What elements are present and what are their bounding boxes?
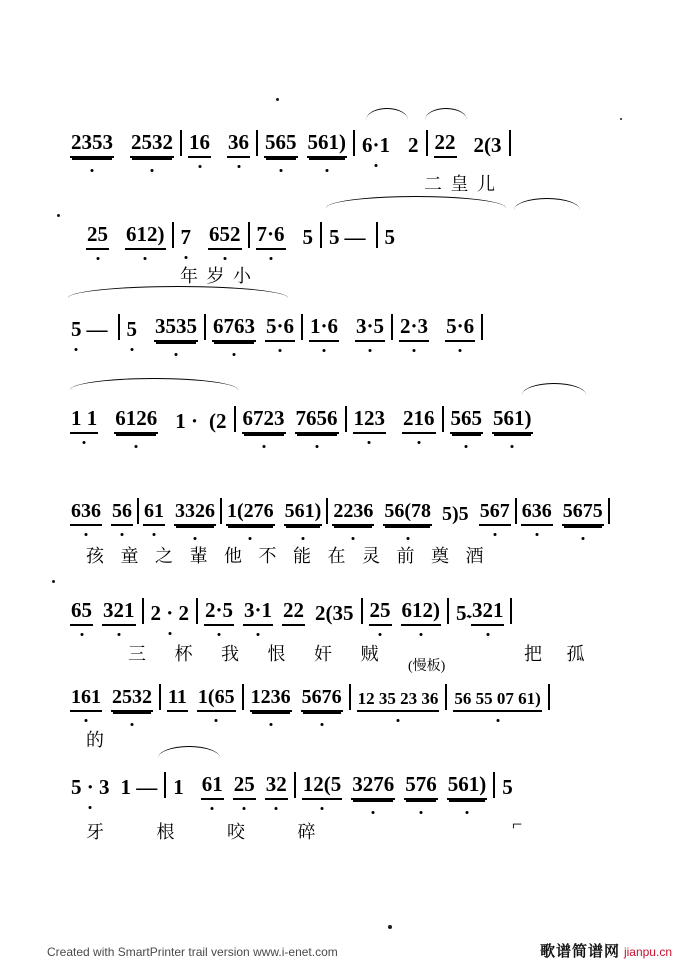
note-group: 56 55 07 61) bbox=[453, 689, 541, 712]
note-group: 5 bbox=[456, 601, 467, 625]
note-group: 36 bbox=[227, 130, 250, 158]
barline bbox=[493, 772, 495, 798]
note-group: 12(5 bbox=[302, 772, 343, 800]
staff-row: 5 — 5 3535 6763 5·6 1·6 3·5 2·3 5·6 bbox=[70, 302, 650, 342]
barline bbox=[447, 598, 449, 624]
note-group: 25 bbox=[233, 772, 256, 800]
note-group: 561) bbox=[447, 772, 488, 800]
lyrics-text: 孩 童 之 輩 他 不 能 在 灵 前 奠 酒 bbox=[86, 546, 490, 566]
site-url: jianpu.cn bbox=[623, 945, 672, 959]
staff-row bbox=[70, 486, 660, 526]
site-watermark bbox=[540, 940, 672, 961]
note-group: 16 bbox=[188, 130, 211, 158]
barline bbox=[248, 222, 250, 248]
note-group: 1 bbox=[173, 775, 184, 799]
note-group: 5·6 bbox=[445, 314, 475, 342]
barline bbox=[391, 314, 393, 340]
lyrics-text: 把 孤 bbox=[524, 644, 595, 664]
note-group: 3·1 bbox=[243, 598, 273, 626]
slur-arc bbox=[158, 746, 220, 758]
barline bbox=[345, 406, 347, 432]
slur-arc bbox=[425, 108, 467, 120]
barline bbox=[234, 406, 236, 432]
note-group: 2·3 bbox=[399, 314, 429, 342]
barline bbox=[445, 684, 447, 710]
barline bbox=[172, 222, 174, 248]
note-group: 2 · 2 bbox=[150, 601, 190, 625]
note-group: 5 bbox=[502, 775, 513, 799]
note-group: 565 bbox=[450, 406, 484, 434]
note-group: 7656 bbox=[295, 406, 339, 434]
lyrics-line bbox=[86, 726, 106, 752]
staff-row bbox=[70, 394, 650, 434]
staff-row bbox=[70, 760, 650, 800]
barline bbox=[510, 598, 512, 624]
note-group: 2(3 bbox=[473, 133, 502, 157]
lyrics-text: 牙 根 咬 碎 bbox=[86, 822, 340, 842]
barline bbox=[509, 130, 511, 156]
barline bbox=[242, 684, 244, 710]
note-group: 576 bbox=[404, 772, 438, 800]
note-group: 56(78 bbox=[383, 500, 432, 526]
scan-speck bbox=[57, 214, 60, 217]
note-group: 5 bbox=[384, 225, 396, 249]
note-group: 636 bbox=[70, 500, 102, 526]
note-group: 12 35 23 36 bbox=[357, 689, 440, 712]
lyrics-text: 的 bbox=[86, 730, 106, 750]
note-group: 3535 bbox=[154, 314, 198, 342]
note-group: 56 bbox=[111, 500, 133, 526]
scan-speck bbox=[276, 98, 279, 101]
watermark-text bbox=[47, 945, 338, 959]
note-group: 6·1 bbox=[362, 133, 391, 157]
barline bbox=[426, 130, 428, 156]
note-group: 321 bbox=[102, 598, 136, 626]
note-group: 7·6 bbox=[256, 222, 286, 250]
note-group: 3·5 bbox=[355, 314, 385, 342]
staff-row bbox=[70, 672, 650, 712]
music-system-3 bbox=[70, 302, 650, 342]
note-group: 3276 bbox=[351, 772, 395, 800]
barline bbox=[361, 598, 363, 624]
barline bbox=[256, 130, 258, 156]
barline bbox=[142, 598, 144, 624]
note-group: 1(65 bbox=[197, 686, 236, 712]
lyrics-line bbox=[86, 818, 340, 844]
slur-arc bbox=[70, 378, 238, 390]
note-group: 561) bbox=[307, 130, 348, 158]
note-group: 2532 bbox=[130, 130, 174, 158]
note-group: 5676 bbox=[301, 686, 343, 712]
music-system-1 bbox=[70, 118, 650, 158]
note-group: 2532 bbox=[111, 686, 153, 712]
note-group: 3326 bbox=[174, 500, 216, 526]
barline bbox=[294, 772, 296, 798]
slur-arc bbox=[68, 286, 288, 298]
scan-speck bbox=[52, 580, 55, 583]
note-group: 25 bbox=[86, 222, 109, 250]
lyrics-text: ⌐ bbox=[512, 814, 525, 834]
note-group: 565 bbox=[264, 130, 298, 158]
note-group: 5675 bbox=[562, 500, 604, 526]
barline bbox=[196, 598, 198, 624]
note-group: 1 — bbox=[120, 775, 158, 799]
note-group: 612) bbox=[401, 598, 442, 626]
note-group: 6763 bbox=[212, 314, 256, 342]
barline bbox=[608, 498, 610, 524]
note-group: 123 bbox=[353, 406, 387, 434]
note-group: 2 bbox=[408, 133, 419, 157]
note-group: 7 bbox=[180, 225, 191, 249]
note-group: 6126 bbox=[114, 406, 158, 434]
note-group: 2236 bbox=[332, 500, 374, 526]
barline bbox=[164, 772, 166, 798]
note-group: 652 bbox=[208, 222, 242, 250]
barline bbox=[326, 498, 328, 524]
note-group: 636 bbox=[521, 500, 553, 526]
note-group: 1236 bbox=[250, 686, 292, 712]
note-group: 561) bbox=[492, 406, 533, 434]
lyrics-line bbox=[128, 640, 391, 666]
slur-arc bbox=[326, 196, 506, 208]
music-system-4 bbox=[70, 394, 650, 434]
music-system-6 bbox=[70, 586, 650, 626]
note-group: 61 bbox=[143, 500, 165, 526]
barline bbox=[548, 684, 550, 710]
note-group: 5 bbox=[71, 317, 82, 341]
lyrics-text: 二 皇 儿 bbox=[424, 174, 497, 194]
slur-arc bbox=[522, 383, 586, 395]
note-group: 5 bbox=[302, 225, 314, 249]
lyrics-line-secondary bbox=[524, 640, 595, 666]
scan-speck bbox=[388, 925, 392, 929]
barline bbox=[349, 684, 351, 710]
note-group: (2 bbox=[209, 409, 227, 433]
music-system-5 bbox=[70, 486, 660, 526]
site-name: 歌谱简谱网 bbox=[539, 943, 620, 960]
barline bbox=[220, 498, 222, 524]
lyrics-line bbox=[86, 542, 490, 568]
note-group: 61 bbox=[201, 772, 224, 800]
barline bbox=[118, 314, 120, 340]
lyrics-text: 三 杯 我 恨 奸 贼 bbox=[128, 644, 391, 664]
note-group: 216 bbox=[402, 406, 436, 434]
barline bbox=[159, 684, 161, 710]
note-group: 5 bbox=[126, 317, 137, 341]
music-system-8 bbox=[70, 760, 650, 800]
lyrics-text: 年 岁 小 bbox=[180, 266, 253, 286]
staff-row bbox=[70, 118, 650, 158]
tempo-text: (慢板) bbox=[408, 659, 446, 674]
note-group: 612) bbox=[125, 222, 166, 250]
music-system-7 bbox=[70, 672, 650, 712]
barline bbox=[301, 314, 303, 340]
barline bbox=[376, 222, 378, 248]
note-group: 11 bbox=[167, 686, 188, 712]
note-group: 1·6 bbox=[309, 314, 339, 342]
barline bbox=[137, 498, 139, 524]
barline bbox=[180, 130, 182, 156]
note-group: 321 bbox=[471, 598, 505, 626]
barline bbox=[353, 130, 355, 156]
note-group: 22 bbox=[434, 130, 457, 158]
note-group: 2(35 bbox=[315, 601, 354, 625]
barline bbox=[515, 498, 517, 524]
note-group: 5 bbox=[329, 225, 340, 249]
note-group: 561) bbox=[284, 500, 323, 526]
barline bbox=[320, 222, 322, 248]
lyrics-line bbox=[180, 262, 253, 288]
note-group: 22 bbox=[282, 598, 305, 626]
note-group: 567 bbox=[479, 500, 511, 526]
note-group: 65 bbox=[70, 598, 93, 626]
note-group: 5·6 bbox=[265, 314, 295, 342]
barline bbox=[204, 314, 206, 340]
watermark-label: Created with SmartPrinter trail version www.i-enet.com bbox=[47, 945, 338, 959]
staff-row: 25 612) 7 652 7·6 5 5 — 5 bbox=[70, 210, 650, 250]
note-group: 161 bbox=[70, 686, 102, 712]
note-group: 1 · bbox=[175, 409, 199, 433]
note-group: 5 · 3 bbox=[71, 775, 110, 799]
music-system-2 bbox=[70, 210, 650, 250]
barline bbox=[481, 314, 483, 340]
staff-row: 65 321 2 · 2 2·5 3·1 22 2(35 25 612) 5 𝆝 321 bbox=[70, 586, 650, 626]
note-group: 32 bbox=[265, 772, 288, 800]
note-group: 1 1 bbox=[70, 406, 98, 434]
slur-arc bbox=[514, 198, 580, 210]
note-group: 2·5 bbox=[204, 598, 234, 626]
note-group: 5)5 bbox=[442, 503, 469, 525]
note-group: 1(276 bbox=[226, 500, 275, 526]
note-group: 25 bbox=[369, 598, 392, 626]
lyrics-line-tail bbox=[512, 814, 524, 835]
note-group: 6723 bbox=[242, 406, 286, 434]
lyrics-line bbox=[424, 170, 497, 196]
barline bbox=[442, 406, 444, 432]
slur-arc bbox=[366, 108, 408, 120]
note-group: 2353 bbox=[70, 130, 114, 158]
